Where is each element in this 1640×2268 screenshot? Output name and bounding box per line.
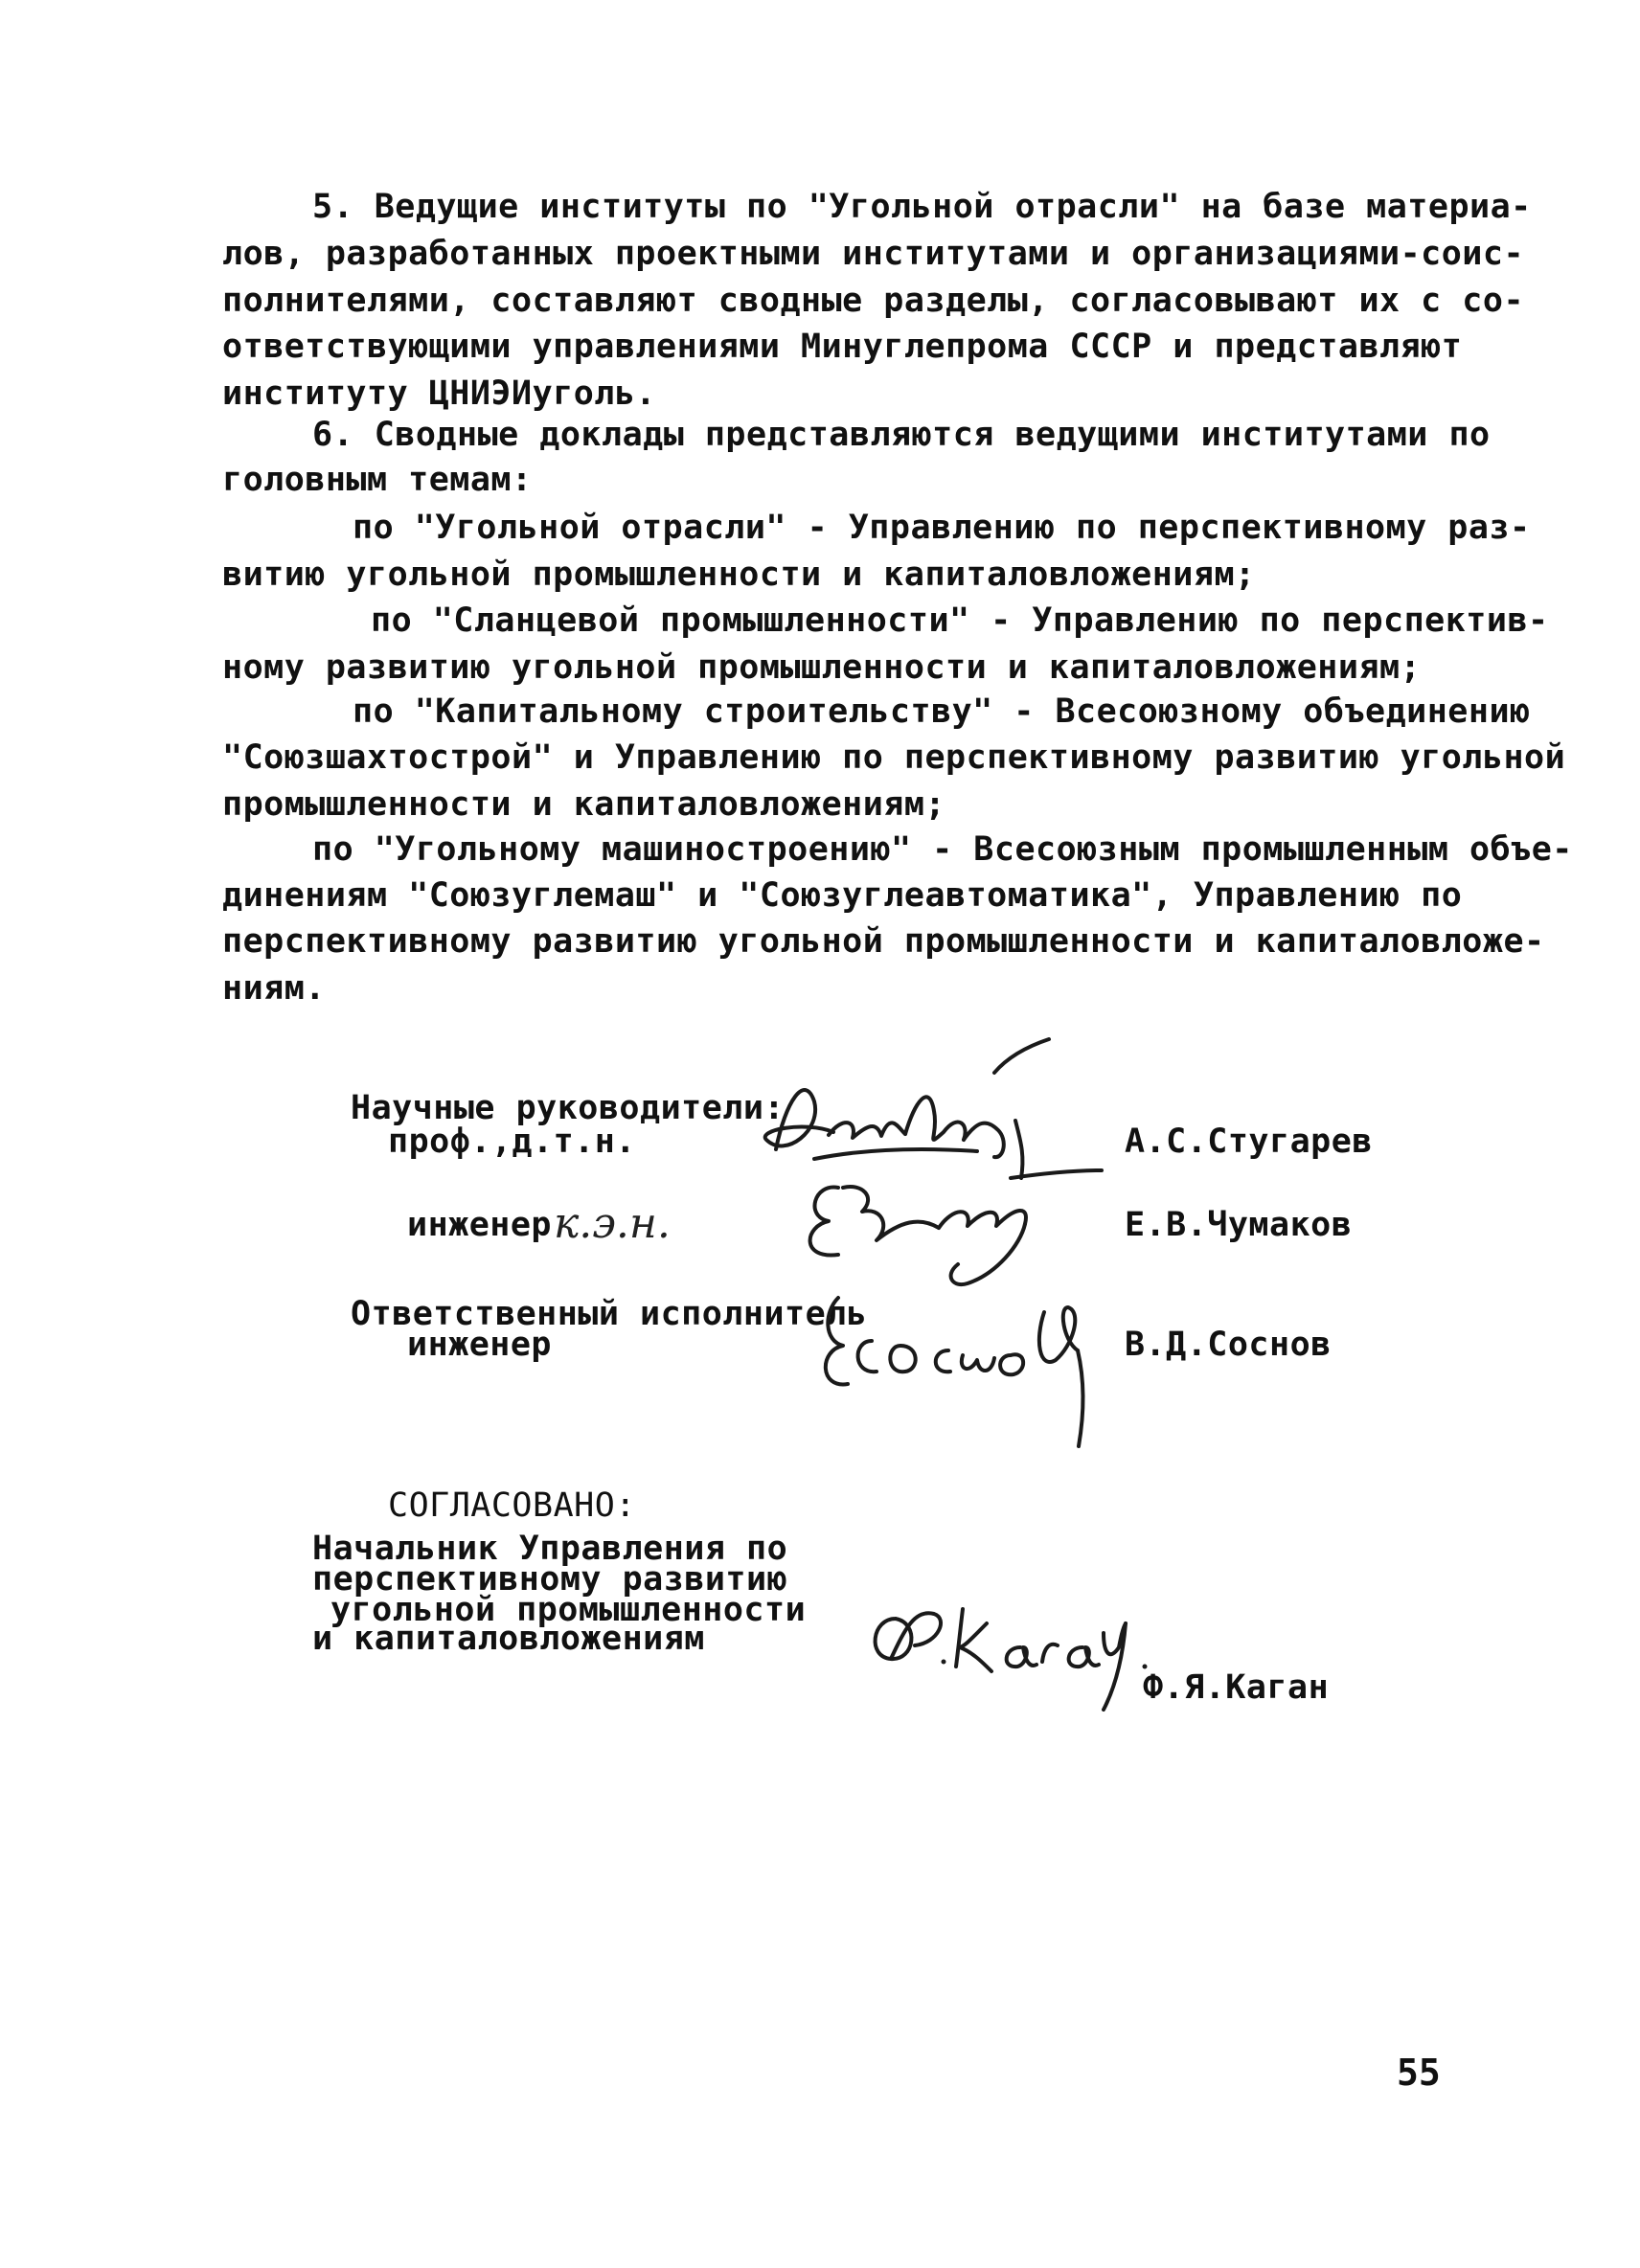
approval-heading: СОГЛАСОВАНО:	[388, 1486, 636, 1525]
signer-3-title: Ответственный исполнитель	[351, 1295, 868, 1333]
body-line: витию угольной промышленности и капиталовложениям;	[222, 556, 1256, 594]
signature-kagan	[853, 1571, 1159, 1714]
body-line: динениям "Союзуглемаш" и "Союзуглеавтоматика", Управлению по	[222, 876, 1463, 915]
signer-1-title: Научные руководители:	[351, 1089, 786, 1127]
body-line: ответствующими управлениями Минуглепрома СССР и представляют	[222, 328, 1463, 366]
body-line: ному развитию угольной промышленности и капиталовложениям;	[222, 648, 1422, 687]
body-line: по "Сланцевой промышленности" - Управлению по перспектив-	[371, 601, 1549, 640]
body-line: 5. Ведущие институты по "Угольной отрасли" на базе материа-	[312, 188, 1532, 226]
signer-2-title: инженер	[407, 1206, 553, 1244]
page-number: 55	[1397, 2052, 1441, 2094]
signature-sosnov	[805, 1255, 1130, 1456]
signer-1-name: А.С.Стугарев	[1125, 1123, 1373, 1161]
body-line: 6. Сводные доклады представляются ведущими институтами по	[312, 416, 1491, 454]
approval-line: и капиталовложениям	[312, 1620, 705, 1658]
signer-2-name: Е.В.Чумаков	[1125, 1206, 1353, 1244]
body-line: промышленности и капиталовложениям;	[222, 785, 946, 824]
signer-3-name: В.Д.Соснов	[1125, 1326, 1332, 1364]
body-line: полнителями, составляют сводные разделы, согласовывают их с со-	[222, 282, 1525, 320]
signer-3-role: инженер	[407, 1326, 553, 1364]
approval-line: Начальник Управления по	[312, 1530, 788, 1568]
signer-2-handwritten-degree: к.э.н.	[554, 1199, 671, 1248]
body-line: по "Угольному машиностроению" - Всесоюзным промышленным объе-	[312, 830, 1573, 869]
body-line: институту ЦНИЭИуголь.	[222, 374, 657, 413]
approval-line: угольной промышленности	[330, 1591, 807, 1629]
body-line: перспективному развитию угольной промышленности и капиталовложе-	[222, 922, 1545, 961]
body-line: по "Угольной отрасли" - Управлению по перспективному раз-	[353, 509, 1531, 547]
body-line: лов, разработанных проектными институтами и организациями-соис-	[222, 235, 1525, 273]
approval-line: перспективному развитию	[312, 1560, 788, 1599]
signer-1-degree: проф.,д.т.н.	[388, 1123, 636, 1161]
body-line: по "Капитальному строительству" - Всесоюзному объединению	[353, 692, 1531, 731]
body-line: ниям.	[222, 969, 326, 1008]
body-line: "Союзшахтострой" и Управлению по перспективному развитию угольной	[222, 738, 1566, 777]
approval-name: Ф.Я.Каган	[1143, 1668, 1330, 1707]
body-line: головным темам:	[222, 461, 533, 499]
